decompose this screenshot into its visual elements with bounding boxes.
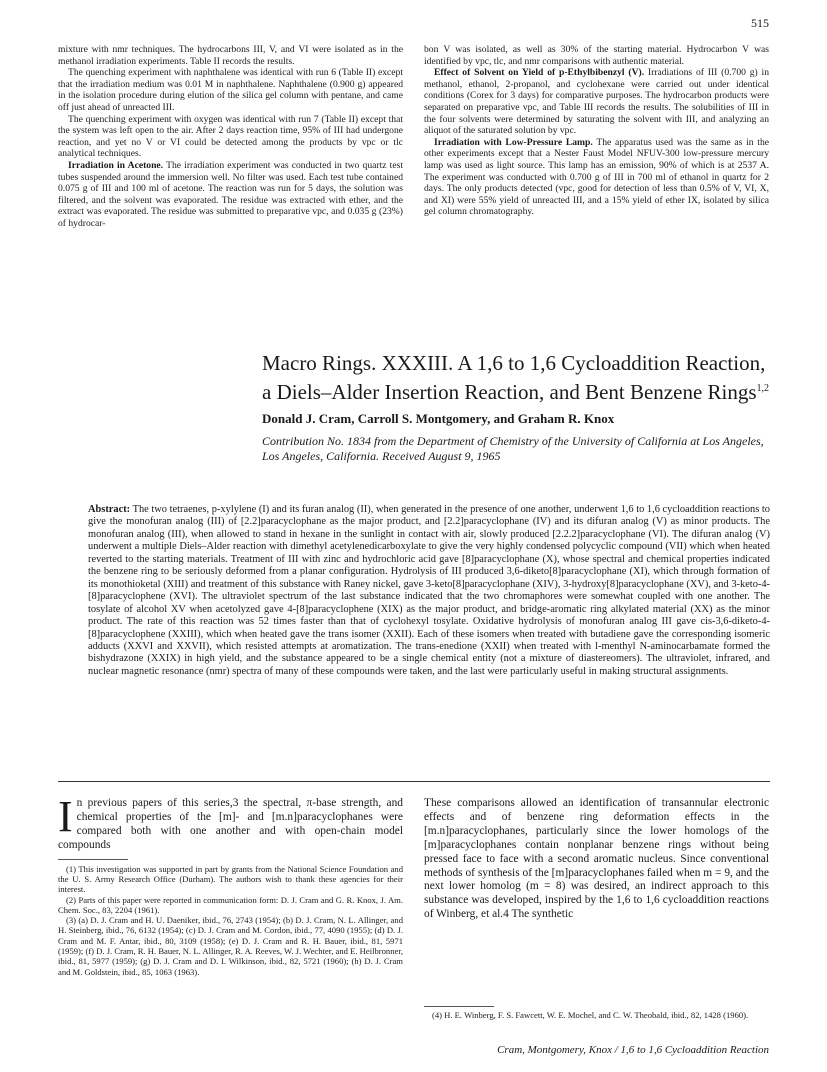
- paragraph-text: The irradiation experiment was conducted in two quartz test tubes suspended around the immersion well. No filter was used. Each test tube contained 0.075 g of III and 100 ml of acetone. The reaction was run for 5 days, the solution was filtered, and the solvent was evaporated. The residue was extracted with ether, and the extract was evaporated. The residue was submitted to preparative vpc, and 0.035 g (23%) of hydrocar-: [58, 159, 403, 229]
- abstract-label: Abstract:: [88, 504, 131, 515]
- contribution-note: Contribution No. 1834 from the Department of Chemistry of the University of California at Los Angeles, Los Angeles, California. Received August 9, 1965: [262, 434, 764, 463]
- article-title: [262, 350, 782, 405]
- paragraph: [58, 160, 403, 230]
- authors: Donald J. Cram, Carroll S. Montgomery, and Graham R. Knox: [262, 411, 615, 426]
- drop-cap: I: [58, 792, 73, 841]
- footnote: (2) Parts of this paper were reported in communication form: D. J. Cram and G. R. Knox, J. Am. Chem. Soc., 83, 2204 (1961).: [58, 894, 403, 915]
- run-in-heading: Irradiation in Acetone.: [68, 159, 164, 171]
- section-divider: [58, 781, 770, 782]
- paragraph: bon V was isolated, as well as 30% of the starting material. Hydrocarbon V was identified by vpc, tlc, and nmr comparisons with authentic material.: [424, 44, 769, 67]
- footnote-divider: [58, 859, 128, 860]
- page-number: 515: [751, 16, 769, 30]
- footnote: (1) This investigation was supported in part by grants from the National Science Foundation and the U. S. Army Research Office (Durham). The authors wish to thank these agencies for their interest.: [58, 863, 403, 895]
- paragraph: mixture with nmr techniques. The hydrocarbons III, V, and VI were isolated as in the methanol irradiation experiments. Table II records the results.: [58, 44, 403, 67]
- abstract: [88, 504, 770, 678]
- body-text: n previous papers of this series,3 the spectral, π-base strength, and chemical properties of the [m]- and [m.n]paracyclophanes were compared both with one another and with open-chain model compounds: [58, 797, 403, 851]
- paragraph: [424, 67, 769, 137]
- running-footer: Cram, Montgomery, Knox / 1,6 to 1,6 Cycloaddition Reaction: [497, 1044, 769, 1056]
- experimental-column-right: [424, 44, 769, 218]
- footnote: (4) H. E. Winberg, F. S. Fawcett, W. E. Mochel, and C. W. Theobald, ibid., 82, 1428 (1960).: [432, 1010, 749, 1020]
- paragraph-text: The apparatus used was the same as in the other experiments except that a Nester Faust Model NFUV-300 low-pressure mercury lamp was used as light source. This lamp has an emission, 90% of which is at 2537 A. The experiment was conducted with 0.700 g of III in 700 ml of ethanol in quartz for 2 days. The only products detected (vpc, good for detection of less than 0.5% of V, VI, X, and XI) were 55% yield of unreacted III, and a 15% yield of ether IX, isolated by silica gel column chromatography.: [424, 136, 769, 218]
- footnote-divider: [424, 1006, 494, 1007]
- body-column-left: [58, 792, 403, 977]
- title-line: a Diels–Alder Insertion Reaction, and Bent Benzene Rings: [262, 380, 757, 404]
- body-column-right: These comparisons allowed an identification of transannular electronic effects and of benzene ring deformation effects in the [m.n]paracyclophanes, particularly since the lower homologs of the [m]paracyclophanes contain nonplanar benzene rings without being pressed face to face with a second aromatic nucleus. Since conventional methods of synthesis of the [m]paracyclophanes failed when m = 9, and the next lower homolog (m = 8) was desired, an indirect approach to this substance was developed, inspired by the 1,6 to 1,6 cycloaddition reactions of Winberg, et al.4 The synthetic: [424, 797, 769, 921]
- title-superscript: 1,2: [756, 383, 770, 394]
- paragraph-text: Irradiations of III (0.700 g) in methanol, ethanol, 2-propanol, and cyclohexane were carried out under identical conditions (Corex for 3 days) for comparative purposes. The hydrocarbon products were separated on preparative vpc, and Table III records the results. The solubilities of III in the four solvents were determined by saturating the solvent with III, and analyzing an aliquot of the saturated solution by vpc.: [424, 67, 769, 137]
- run-in-heading: Irradiation with Low-Pressure Lamp.: [434, 136, 593, 148]
- paragraph: [424, 137, 769, 218]
- run-in-heading: Effect of Solvent on Yield of p-Ethylbibenzyl (V).: [434, 67, 645, 79]
- paragraph: The quenching experiment with naphthalene was identical with run 6 (Table II) except that the irradiation medium was 0.01 M in naphthalene. Naphthalene (0.900 g) appeared in the isolation procedure during elution of the silica gel column with pentane, and came off just ahead of unreacted III.: [58, 67, 403, 113]
- title-line: Macro Rings. XXXIII. A 1,6 to 1,6 Cycloaddition Reaction,: [262, 351, 766, 375]
- abstract-text: The two tetraenes, p-xylylene (I) and its furan analog (II), when generated in the presence of one another, underwent 1,6 to 1,6 cycloaddition reactions to give the monofuran analog (III) of [2.2]paracyclophane as the major product, and [2.2]paracyclophane (IV) and its difuran analog (V) as minor products. The monofuran analog (III), when allowed to stand in hexane in the sunlight in contact with air, slowly produced [2.2.2]paracyclophane (VI). The difuran analog (V) underwent a multiple Diels–Alder reaction with dimethyl acetylenedicarboxylate to give the very highly condensed polycyclic compound (VII) which when heated reverted to the starting materials. Treatment of III with zinc and hydrochloric acid gave [8]paracyclophane (X), whose spectral and chemical properties indicated the benzene ring to be seriously deformed from a planar configuration. Hydrolysis of III produced 3,6-diketo[8]paracyclophane (XI), which through formation of its monothioketal (XIII) and treatment of this substance with Raney nickel, gave 3-keto[8]paracyclophane (XIV), 3-hydroxy[8]paracyclophane (XV), and 3-keto-4-[8]paracyclophene (XVI). The ultraviolet spectrum of the last substance indicated that the two chromaphores were somewhat coupled with one another. The tosylate of alcohol XV when acetolyzed gave 4-[8]paracyclophene (XIX) as the major product, and bridge-aromatic ring alkylated material (XX) as the minor product. The rate of this reaction was 52 times faster than that of cyclohexyl tosylate. Oxidative hydrolysis of monofuran analog III gave cis-3,6-diketo-4-[8]paracyclophene (XXIII), which when heated gave the trans isomer (XXII). Each of these isomers when treated with butadiene gave the corresponding isomeric adducts (XXVI and XXVII), which resisted attempts at aromatization. The trans-enedione (XXII) when treated with l-menthyl N-aminocarbamate formed the bishydrazone (XXIX) in high yield, and the substance appeared to be a single chemical entity (not a mixture of diastereomers). The ultraviolet, infrared, and nuclear magnetic resonance (nmr) spectra of many of these compounds were taken, and the last were particularly useful in making structural assignments.: [88, 504, 770, 677]
- experimental-column-left: [58, 44, 403, 230]
- paragraph: The quenching experiment with oxygen was identical with run 7 (Table II) except that the system was left open to the air. After 2 days reaction time, 95% of III had undergone reaction, and yet no V or VI could be detected among the products by vpc or tlc analytical techniques.: [58, 113, 403, 160]
- footnote: (3) (a) D. J. Cram and H. U. Daeniker, ibid., 76, 2743 (1954); (b) D. J. Cram, N. L. Allinger, and H. Steinberg, ibid., 76, 6132 (1954); (c) D. J. Cram and M. Cordon, ibid., 77, 4090 (1955); (d) D. J. Cram and M. F. Antar, ibid., 80, 3109 (1958); (e) D. J. Cram and R. H. Bauer, ibid., 81, 5971 (1959); (f) D. J. Cram, R. H. Bauer, N. L. Allinger, R. A. Reeves, W. J. Wechter, and E. Heilbronner, ibid., 81, 5977 (1959); (g) D. J. Cram and D. I. Wilkinson, ibid., 82, 5721 (1960); (h) D. J. Cram and M. Goldstein, ibid., 85, 1063 (1963).: [58, 915, 403, 977]
